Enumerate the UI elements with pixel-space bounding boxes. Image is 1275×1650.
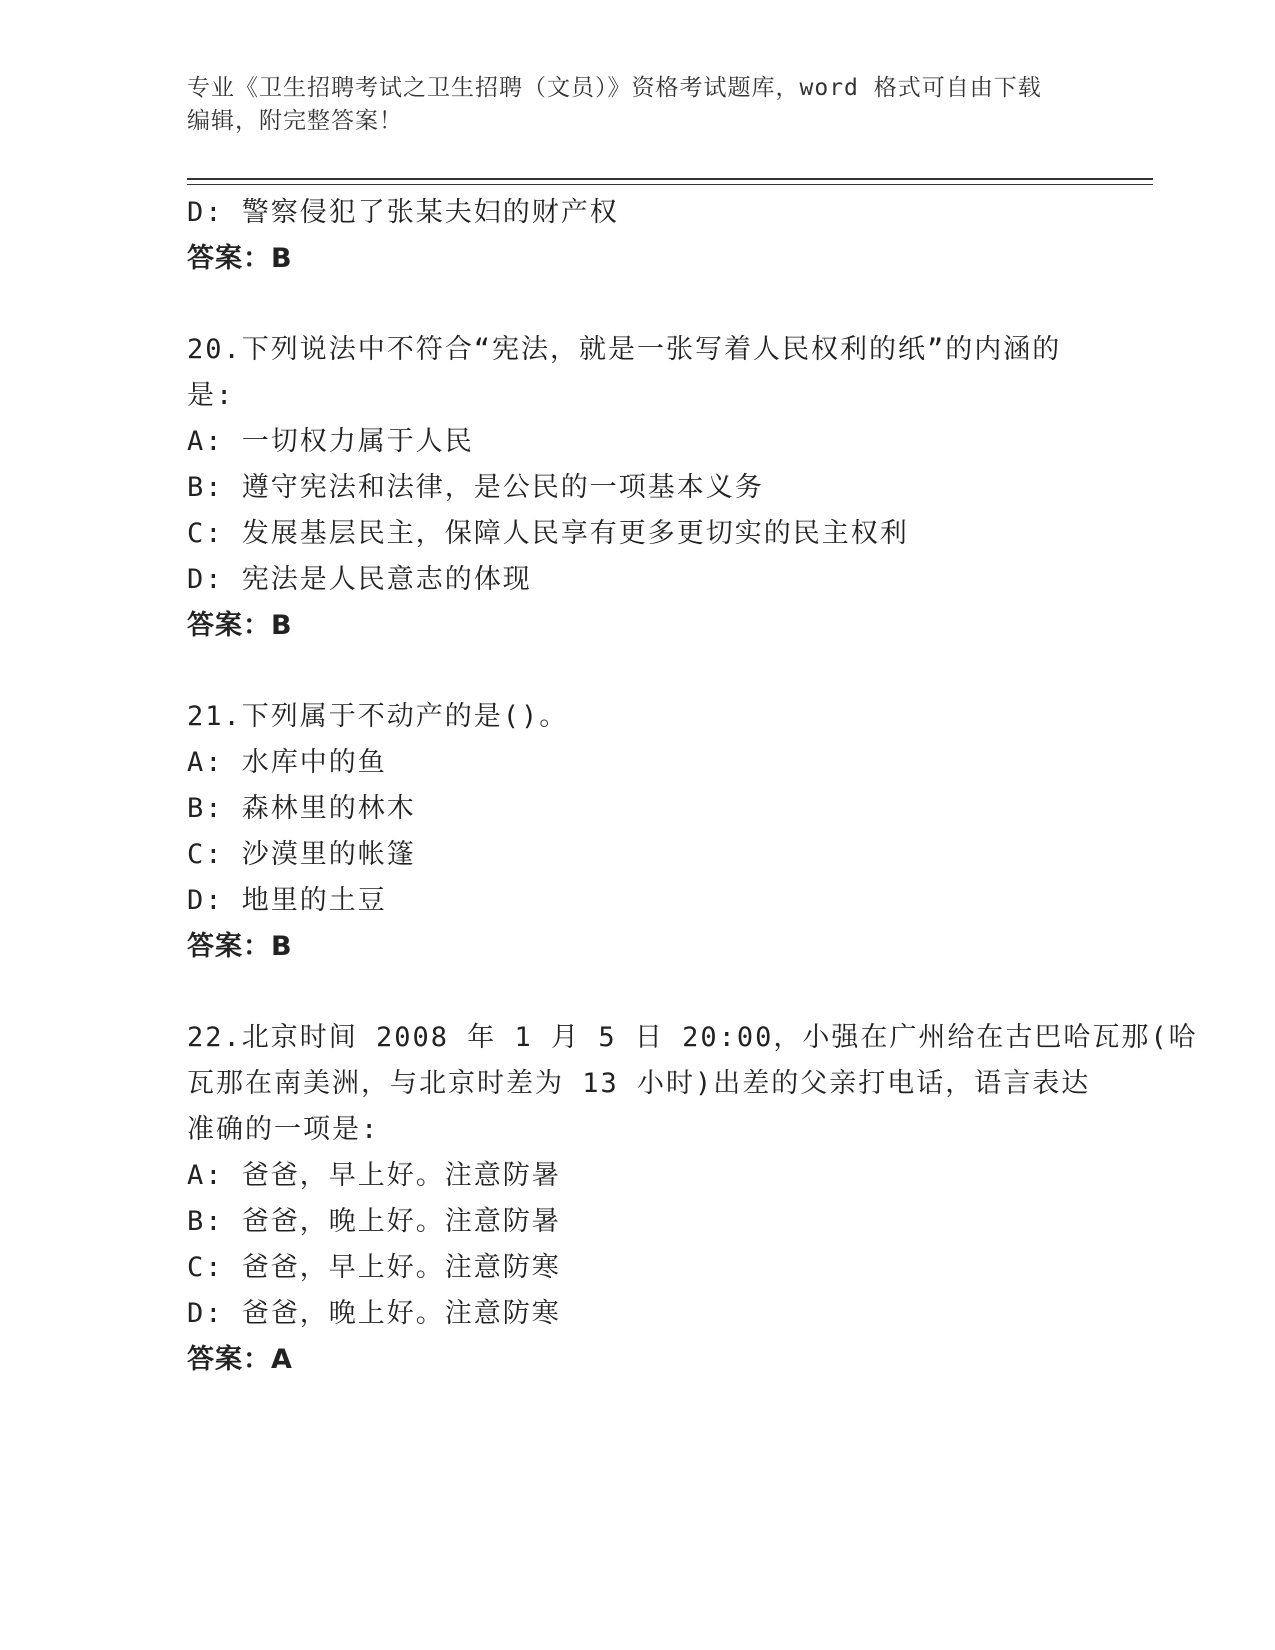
- header-line-2: 编辑，附完整答案！: [187, 108, 403, 134]
- question-19-tail: [187, 190, 1087, 282]
- option-c: C: 爸爸，早上好。注意防寒: [187, 1252, 561, 1283]
- question-stem: 20.下列说法中不符合“宪法，就是一张写着人民权利的纸”的内涵的: [187, 334, 1062, 365]
- answer-line: 答案：A: [187, 1344, 293, 1375]
- option-a: A: 爸爸，早上好。注意防暑: [187, 1160, 561, 1191]
- question-stem-continued: 是:: [187, 380, 235, 411]
- question-21: [187, 694, 1087, 970]
- option-a: A: 水库中的鱼: [187, 747, 387, 778]
- header-divider-thick: [187, 178, 1153, 180]
- question-22: [187, 1015, 1198, 1383]
- option-d: D: 宪法是人民意志的体现: [187, 564, 532, 595]
- option-a: A: 一切权力属于人民: [187, 426, 474, 457]
- question-stem-continued: 瓦那在南美洲，与北京时差为 13 小时)出差的父亲打电话，语言表达: [187, 1068, 1091, 1099]
- question-stem-continued: 准确的一项是:: [187, 1114, 380, 1145]
- document-header: [187, 72, 1077, 138]
- answer-line: 答案：B: [187, 931, 293, 962]
- question-stem: 21.下列属于不动产的是()。: [187, 701, 569, 732]
- option-b: B: 森林里的林木: [187, 793, 416, 824]
- option-d: D: 警察侵犯了张某夫妇的财产权: [187, 197, 619, 228]
- question-list: [187, 190, 1198, 1383]
- header-line-1: 专业《卫生招聘考试之卫生招聘（文员）》资格考试题库，word 格式可自由下载: [187, 75, 1042, 101]
- option-d: D: 地里的土豆: [187, 885, 387, 916]
- spacer: [187, 649, 1087, 694]
- option-b: B: 遵守宪法和法律，是公民的一项基本义务: [187, 472, 764, 503]
- spacer: [187, 282, 1087, 327]
- header-divider-thin: [187, 184, 1153, 185]
- answer-line: 答案：B: [187, 610, 293, 641]
- option-b: B: 爸爸，晚上好。注意防暑: [187, 1206, 561, 1237]
- option-c: C: 发展基层民主，保障人民享有更多更切实的民主权利: [187, 518, 909, 549]
- spacer: [187, 970, 1087, 1015]
- option-d: D: 爸爸，晚上好。注意防寒: [187, 1298, 561, 1329]
- question-stem: 22.北京时间 2008 年 1 月 5 日 20:00，小强在广州给在古巴哈瓦那(哈: [187, 1022, 1198, 1053]
- answer-line: 答案：B: [187, 243, 293, 274]
- option-c: C: 沙漠里的帐篷: [187, 839, 416, 870]
- question-20: [187, 327, 1087, 649]
